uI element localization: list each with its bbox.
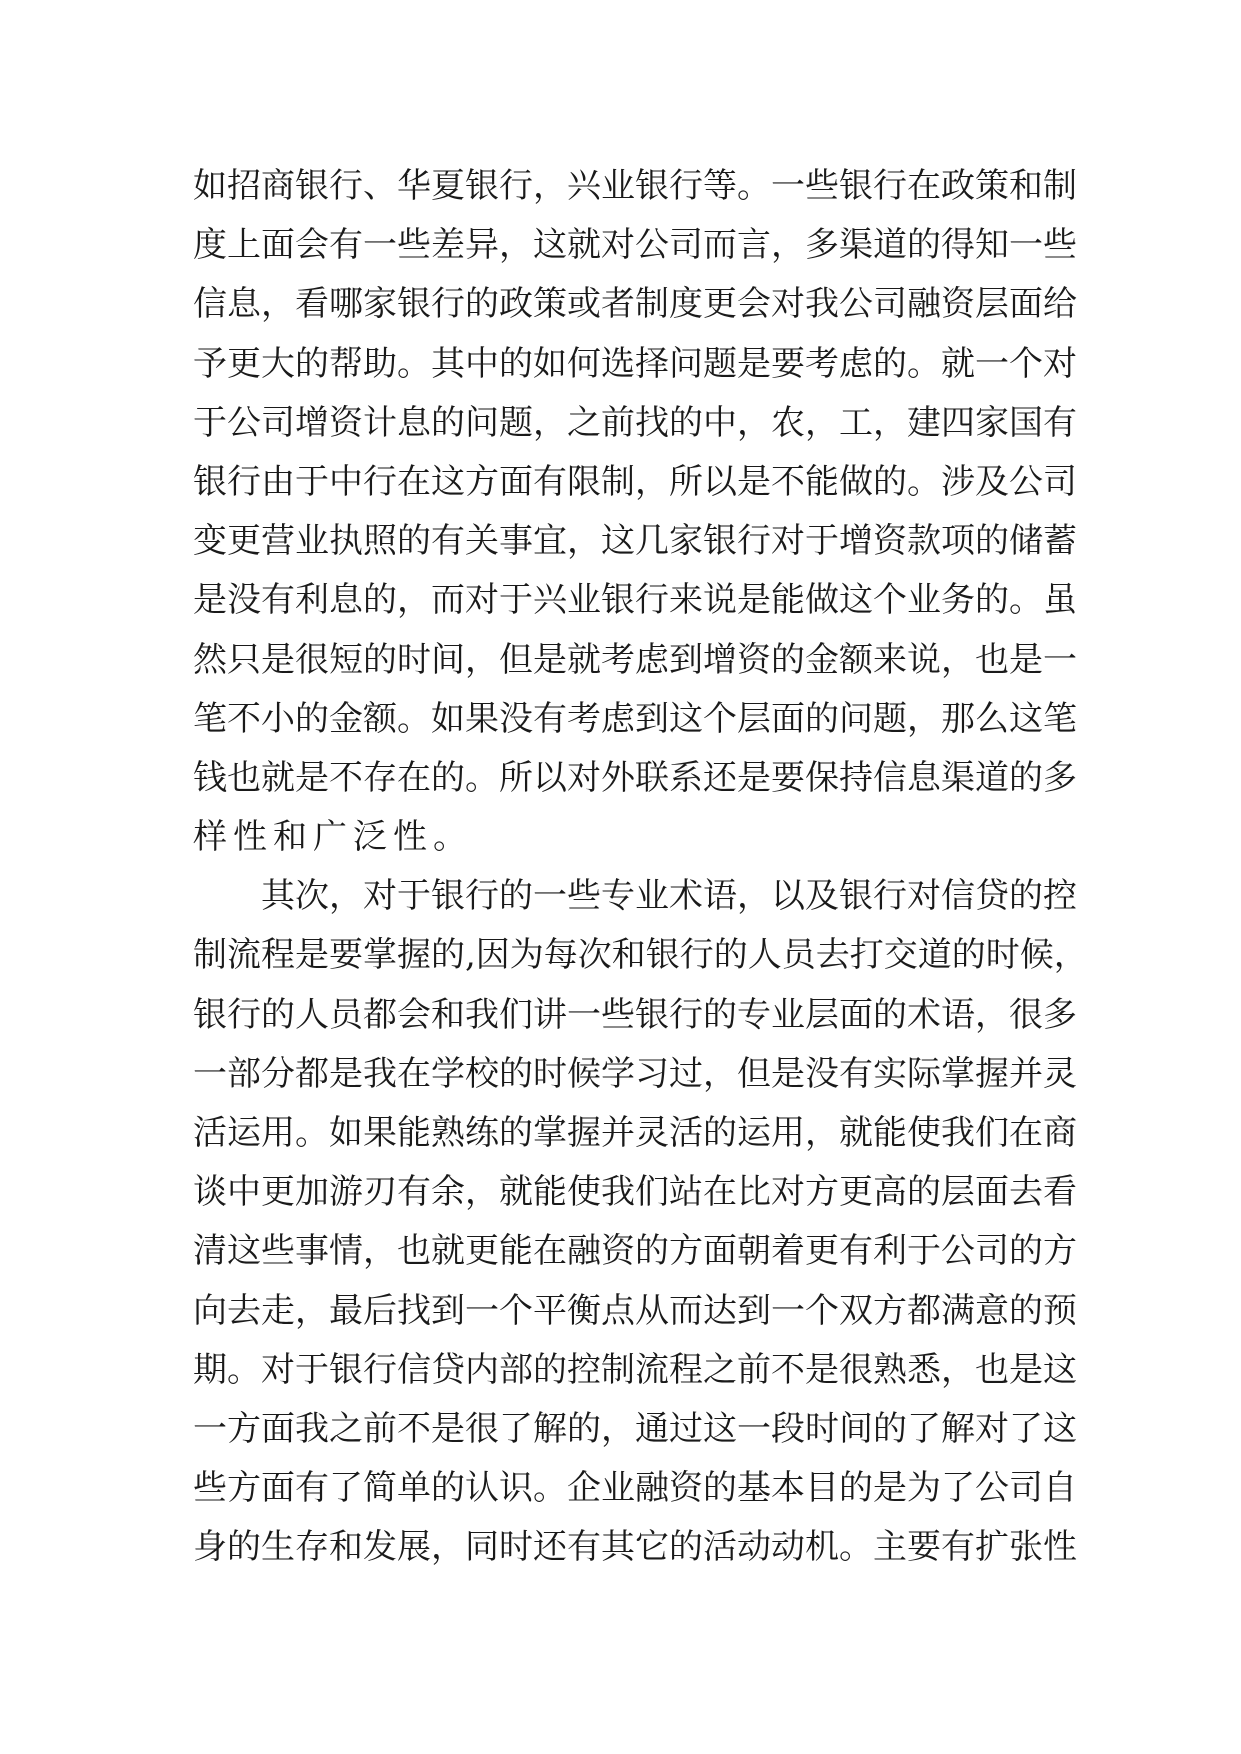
text-line: 予更大的帮助。其中的如何选择问题是要考虑的。就一个对 xyxy=(193,343,1077,384)
text-line: 银行的人员都会和我们讲一些银行的专业层面的术语，很多 xyxy=(193,994,1077,1035)
text-line: 一部分都是我在学校的时候学习过，但是没有实际掌握并灵 xyxy=(193,1053,1077,1094)
paragraph-2 xyxy=(193,867,1088,1577)
text-line: 如招商银行、华夏银行，兴业银行等。一些银行在政策和制 xyxy=(193,166,1077,206)
text-line: 活运用。如果能熟练的掌握并灵活的运用，就能使我们在商 xyxy=(193,1113,1077,1153)
text-line: 度上面会有一些差异，这就对公司而言，多渠道的得知一些 xyxy=(193,225,1077,266)
text-line: 变更营业执照的有关事宜，这几家银行对于增资款项的储蓄 xyxy=(193,521,1077,562)
text-line: 期。对于银行信贷内部的控制流程之前不是很熟悉，也是这 xyxy=(193,1349,1077,1390)
text-line: 笔不小的金额。如果没有考虑到这个层面的问题，那么这笔 xyxy=(193,698,1077,739)
text-line: 其次，对于银行的一些专业术语，以及银行对信贷的控 xyxy=(193,876,1077,917)
text-line: 些方面有了简单的认识。企业融资的基本目的是为了公司自 xyxy=(193,1468,1077,1509)
text-line: 一方面我之前不是很了解的，通过这一段时间的了解对了这 xyxy=(193,1408,1077,1449)
text-line: 钱也就是不存在的。所以对外联系还是要保持信息渠道的多 xyxy=(193,757,1077,798)
text-line: 清这些事情，也就更能在融资的方面朝着更有利于公司的方 xyxy=(193,1231,1077,1272)
body-text xyxy=(193,157,1088,1578)
paragraph-1 xyxy=(193,157,1077,867)
text-line: 于公司增资计息的问题，之前找的中，农，工，建四家国有 xyxy=(193,402,1077,443)
text-line: 银行由于中行在这方面有限制，所以是不能做的。涉及公司 xyxy=(193,461,1077,502)
text-line: 身的生存和发展，同时还有其它的活动动机。主要有扩张性 xyxy=(193,1527,1077,1568)
text-line: 然只是很短的时间，但是就考虑到增资的金额来说，也是一 xyxy=(193,639,1077,680)
text-line: 制流程是要掌握的,因为每次和银行的人员去打交道的时候， xyxy=(193,935,1088,976)
text-line: 谈中更加游刃有余，就能使我们站在比对方更高的层面去看 xyxy=(193,1172,1077,1213)
text-line: 是没有利息的，而对于兴业银行来说是能做这个业务的。虽 xyxy=(193,580,1077,621)
text-line: 信息，看哪家银行的政策或者制度更会对我公司融资层面给 xyxy=(193,284,1077,325)
text-line: 样性和广泛性。 xyxy=(193,817,473,858)
text-line: 向去走，最后找到一个平衡点从而达到一个双方都满意的预 xyxy=(193,1290,1077,1331)
